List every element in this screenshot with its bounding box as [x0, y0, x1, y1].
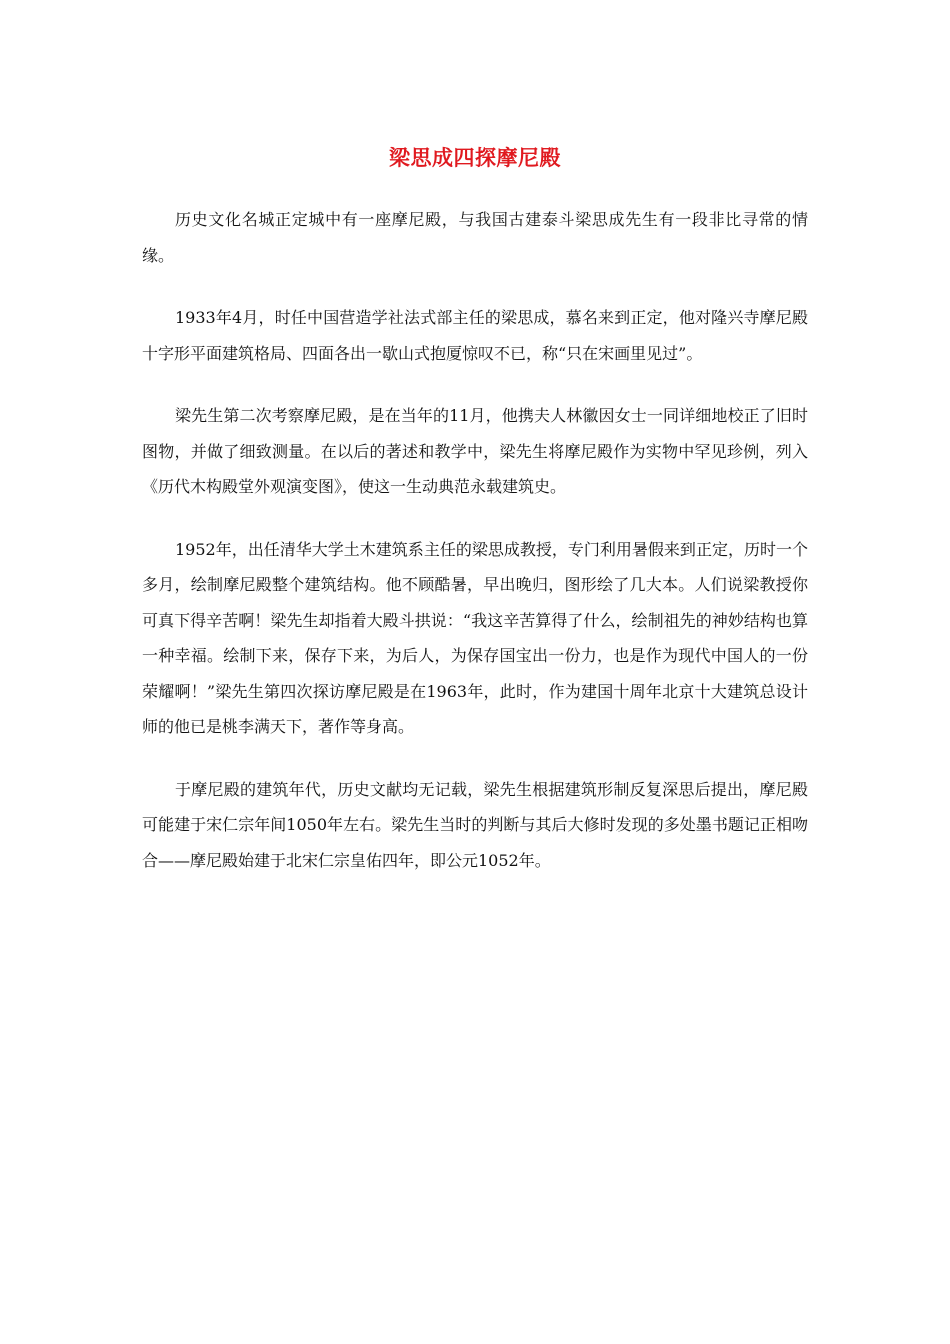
- paragraph-third-fourth-visit: 1952年，出任清华大学土木建筑系主任的梁思成教授，专门利用暑假来到正定，历时一个多月，绘制摩尼殿整个建筑结构。他不顾酷暑，早出晚归，图形绘了几大本。人们说梁教授你可真下得辛苦啊！梁先生却指着大殿斗拱说：“我这辛苦算得了什么，绘制祖先的神妙结构也算一种幸福。绘制下来，保存下来，为后人，为保存国宝出一份力，也是作为现代中国人的一份荣耀啊！”梁先生第四次探访摩尼殿是在1963年，此时，作为建国十周年北京十大建筑总设计师的他已是桃李满天下，著作等身高。: [142, 539, 808, 736]
- paragraph-construction-date: 于摩尼殿的建筑年代，历史文献均无记载，梁先生根据建筑形制反复深思后提出，摩尼殿可能建于宋仁宗年间1050年左右。梁先生当时的判断与其后大修时发现的多处墨书题记正相吻合——摩尼殿始建于北宋仁宗皇佑四年，即公元1052年。: [142, 779, 808, 870]
- paragraph-second-visit: 梁先生第二次考察摩尼殿，是在当年的11月，他携夫人林徽因女士一同详细地校正了旧时图物，并做了细致测量。在以后的著述和教学中，梁先生将摩尼殿作为实物中罕见珍例，列入《历代木构殿堂外观演变图》，使这一生动典范永载建筑史。: [142, 406, 808, 496]
- paragraph-first-visit: 1933年4月，时任中国营造学社法式部主任的梁思成，慕名来到正定，他对隆兴寺摩尼殿十字形平面建筑格局、四面各出一歇山式抱厦惊叹不已，称“只在宋画里见过”。: [142, 308, 808, 363]
- document-body: [142, 202, 808, 905]
- paragraph-intro: 历史文化名城正定城中有一座摩尼殿，与我国古建泰斗梁思成先生有一段非比寻常的情缘。: [142, 210, 808, 265]
- document-title: 梁思成四探摩尼殿: [389, 146, 561, 170]
